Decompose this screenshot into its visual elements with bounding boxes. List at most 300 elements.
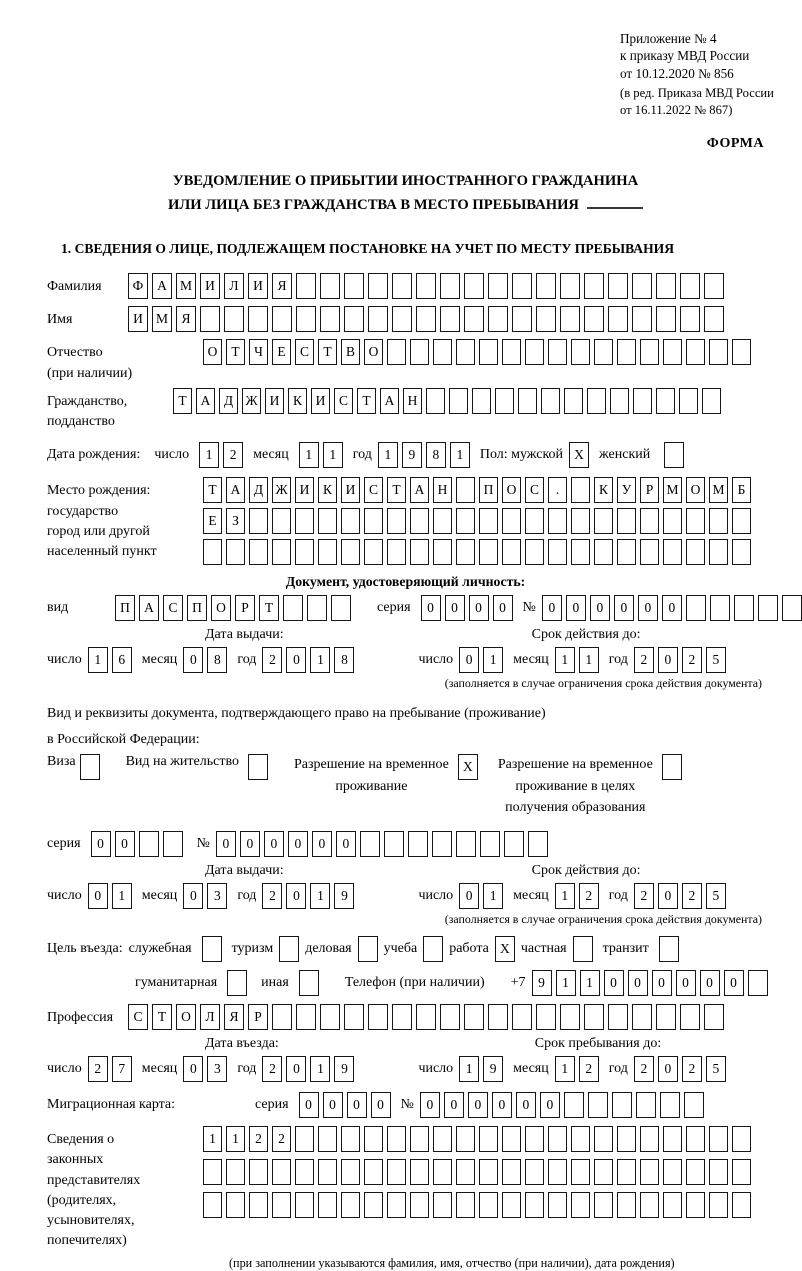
char-cell[interactable] xyxy=(709,1126,728,1152)
char-cell[interactable]: 1 xyxy=(556,970,576,996)
char-cell[interactable]: Т xyxy=(357,388,376,414)
char-cell[interactable]: 3 xyxy=(207,1056,227,1082)
char-cell[interactable] xyxy=(272,306,292,332)
char-cell[interactable]: 0 xyxy=(421,595,441,621)
char-cell[interactable] xyxy=(295,1192,314,1218)
char-cell[interactable] xyxy=(272,539,291,565)
char-cell[interactable] xyxy=(587,388,606,414)
char-cell[interactable] xyxy=(480,831,500,857)
char-cell[interactable] xyxy=(571,1192,590,1218)
purpose-business-checkbox[interactable] xyxy=(358,936,378,962)
char-cell[interactable] xyxy=(203,1192,222,1218)
char-cell[interactable]: К xyxy=(594,477,613,503)
char-cell[interactable] xyxy=(341,1159,360,1185)
char-cell[interactable] xyxy=(525,508,544,534)
char-cell[interactable]: 1 xyxy=(226,1126,245,1152)
char-cell[interactable]: 0 xyxy=(299,1092,319,1118)
char-cell[interactable] xyxy=(384,831,404,857)
char-cell[interactable]: 2 xyxy=(223,442,243,468)
char-cell[interactable] xyxy=(296,273,316,299)
char-cell[interactable]: Я xyxy=(224,1004,244,1030)
char-cell[interactable] xyxy=(320,1004,340,1030)
char-cell[interactable] xyxy=(341,1192,360,1218)
purpose-study-checkbox[interactable] xyxy=(423,936,443,962)
char-cell[interactable]: 0 xyxy=(468,1092,488,1118)
char-cell[interactable] xyxy=(479,1126,498,1152)
char-cell[interactable]: О xyxy=(211,595,231,621)
char-cell[interactable]: 1 xyxy=(579,647,599,673)
char-cell[interactable] xyxy=(709,339,728,365)
char-cell[interactable]: 2 xyxy=(634,1056,654,1082)
char-cell[interactable] xyxy=(709,1159,728,1185)
char-cell[interactable] xyxy=(594,539,613,565)
char-cell[interactable] xyxy=(364,1159,383,1185)
char-cell[interactable] xyxy=(344,1004,364,1030)
char-cell[interactable]: 2 xyxy=(682,883,702,909)
char-cell[interactable] xyxy=(512,273,532,299)
char-cell[interactable]: 6 xyxy=(112,647,132,673)
char-cell[interactable]: Н xyxy=(433,477,452,503)
char-cell[interactable] xyxy=(449,388,468,414)
char-cell[interactable]: 0 xyxy=(658,1056,678,1082)
char-cell[interactable] xyxy=(479,339,498,365)
char-cell[interactable] xyxy=(525,339,544,365)
char-cell[interactable] xyxy=(632,273,652,299)
char-cell[interactable]: Д xyxy=(249,477,268,503)
char-cell[interactable] xyxy=(679,388,698,414)
char-cell[interactable]: 1 xyxy=(483,883,503,909)
char-cell[interactable]: Н xyxy=(403,388,422,414)
char-cell[interactable] xyxy=(410,508,429,534)
char-cell[interactable] xyxy=(536,273,556,299)
char-cell[interactable] xyxy=(488,306,508,332)
char-cell[interactable]: М xyxy=(176,273,196,299)
char-cell[interactable] xyxy=(663,1159,682,1185)
char-cell[interactable] xyxy=(548,1192,567,1218)
char-cell[interactable] xyxy=(748,970,768,996)
char-cell[interactable]: 1 xyxy=(378,442,398,468)
char-cell[interactable]: С xyxy=(163,595,183,621)
char-cell[interactable] xyxy=(548,1159,567,1185)
char-cell[interactable] xyxy=(488,1004,508,1030)
char-cell[interactable] xyxy=(536,1004,556,1030)
char-cell[interactable]: 2 xyxy=(249,1126,268,1152)
char-cell[interactable] xyxy=(331,595,351,621)
char-cell[interactable]: 0 xyxy=(658,883,678,909)
char-cell[interactable] xyxy=(318,1159,337,1185)
char-cell[interactable] xyxy=(663,539,682,565)
char-cell[interactable]: Р xyxy=(248,1004,268,1030)
purpose-private-checkbox[interactable] xyxy=(573,936,593,962)
char-cell[interactable]: Т xyxy=(173,388,192,414)
char-cell[interactable]: 0 xyxy=(183,647,203,673)
char-cell[interactable] xyxy=(571,339,590,365)
char-cell[interactable]: М xyxy=(663,477,682,503)
char-cell[interactable]: Б xyxy=(732,477,751,503)
char-cell[interactable] xyxy=(433,508,452,534)
char-cell[interactable]: 9 xyxy=(532,970,552,996)
char-cell[interactable] xyxy=(387,1159,406,1185)
char-cell[interactable]: 0 xyxy=(444,1092,464,1118)
char-cell[interactable]: О xyxy=(686,477,705,503)
char-cell[interactable]: 0 xyxy=(183,883,203,909)
char-cell[interactable]: 2 xyxy=(272,1126,291,1152)
char-cell[interactable]: 0 xyxy=(286,647,306,673)
char-cell[interactable] xyxy=(416,273,436,299)
char-cell[interactable] xyxy=(408,831,428,857)
char-cell[interactable] xyxy=(479,508,498,534)
char-cell[interactable] xyxy=(732,339,751,365)
char-cell[interactable]: А xyxy=(196,388,215,414)
char-cell[interactable] xyxy=(640,1126,659,1152)
char-cell[interactable]: 0 xyxy=(614,595,634,621)
char-cell[interactable] xyxy=(295,1126,314,1152)
char-cell[interactable] xyxy=(610,388,629,414)
char-cell[interactable] xyxy=(433,1159,452,1185)
char-cell[interactable] xyxy=(416,1004,436,1030)
char-cell[interactable]: 1 xyxy=(323,442,343,468)
char-cell[interactable] xyxy=(709,508,728,534)
char-cell[interactable] xyxy=(296,306,316,332)
char-cell[interactable] xyxy=(249,1159,268,1185)
char-cell[interactable] xyxy=(426,388,445,414)
char-cell[interactable]: 1 xyxy=(555,883,575,909)
char-cell[interactable]: 0 xyxy=(347,1092,367,1118)
char-cell[interactable] xyxy=(686,508,705,534)
char-cell[interactable] xyxy=(617,1192,636,1218)
char-cell[interactable] xyxy=(588,1092,608,1118)
char-cell[interactable] xyxy=(456,339,475,365)
char-cell[interactable]: 0 xyxy=(459,647,479,673)
char-cell[interactable]: П xyxy=(187,595,207,621)
char-cell[interactable] xyxy=(295,508,314,534)
char-cell[interactable] xyxy=(594,339,613,365)
purpose-other-checkbox[interactable] xyxy=(299,970,319,996)
char-cell[interactable] xyxy=(571,477,590,503)
char-cell[interactable] xyxy=(203,1159,222,1185)
char-cell[interactable] xyxy=(364,1126,383,1152)
char-cell[interactable] xyxy=(709,539,728,565)
char-cell[interactable] xyxy=(295,539,314,565)
char-cell[interactable] xyxy=(387,539,406,565)
char-cell[interactable] xyxy=(456,539,475,565)
char-cell[interactable] xyxy=(433,1126,452,1152)
char-cell[interactable]: С xyxy=(295,339,314,365)
char-cell[interactable]: 9 xyxy=(334,883,354,909)
char-cell[interactable] xyxy=(433,339,452,365)
char-cell[interactable] xyxy=(320,273,340,299)
char-cell[interactable]: 2 xyxy=(88,1056,108,1082)
char-cell[interactable] xyxy=(560,273,580,299)
char-cell[interactable]: 0 xyxy=(286,883,306,909)
char-cell[interactable]: 1 xyxy=(459,1056,479,1082)
char-cell[interactable]: И xyxy=(265,388,284,414)
char-cell[interactable] xyxy=(432,831,452,857)
char-cell[interactable]: Ж xyxy=(242,388,261,414)
char-cell[interactable] xyxy=(392,306,412,332)
char-cell[interactable]: Т xyxy=(152,1004,172,1030)
char-cell[interactable]: 0 xyxy=(240,831,260,857)
char-cell[interactable] xyxy=(564,388,583,414)
char-cell[interactable] xyxy=(410,539,429,565)
char-cell[interactable] xyxy=(295,1159,314,1185)
char-cell[interactable]: 0 xyxy=(183,1056,203,1082)
char-cell[interactable]: Я xyxy=(176,306,196,332)
char-cell[interactable] xyxy=(640,1192,659,1218)
char-cell[interactable] xyxy=(632,1004,652,1030)
char-cell[interactable]: 0 xyxy=(566,595,586,621)
char-cell[interactable] xyxy=(686,539,705,565)
char-cell[interactable] xyxy=(410,1126,429,1152)
char-cell[interactable] xyxy=(564,1092,584,1118)
char-cell[interactable] xyxy=(226,539,245,565)
char-cell[interactable]: 7 xyxy=(112,1056,132,1082)
char-cell[interactable] xyxy=(502,1126,521,1152)
char-cell[interactable] xyxy=(525,1192,544,1218)
char-cell[interactable] xyxy=(360,831,380,857)
char-cell[interactable]: 0 xyxy=(312,831,332,857)
char-cell[interactable]: 1 xyxy=(555,1056,575,1082)
char-cell[interactable] xyxy=(704,306,724,332)
char-cell[interactable]: А xyxy=(139,595,159,621)
char-cell[interactable]: А xyxy=(380,388,399,414)
char-cell[interactable] xyxy=(456,1192,475,1218)
char-cell[interactable]: О xyxy=(364,339,383,365)
char-cell[interactable] xyxy=(663,339,682,365)
char-cell[interactable] xyxy=(344,273,364,299)
char-cell[interactable] xyxy=(594,1192,613,1218)
temp-residence-checkbox[interactable]: X xyxy=(458,754,478,780)
char-cell[interactable] xyxy=(617,539,636,565)
char-cell[interactable]: О xyxy=(203,339,222,365)
char-cell[interactable]: 1 xyxy=(199,442,219,468)
char-cell[interactable]: 2 xyxy=(262,1056,282,1082)
char-cell[interactable] xyxy=(296,1004,316,1030)
char-cell[interactable]: А xyxy=(410,477,429,503)
char-cell[interactable] xyxy=(571,1126,590,1152)
purpose-official-checkbox[interactable] xyxy=(202,936,222,962)
char-cell[interactable]: М xyxy=(152,306,172,332)
char-cell[interactable]: 0 xyxy=(652,970,672,996)
char-cell[interactable] xyxy=(640,339,659,365)
char-cell[interactable]: 0 xyxy=(516,1092,536,1118)
char-cell[interactable] xyxy=(387,508,406,534)
char-cell[interactable] xyxy=(571,539,590,565)
char-cell[interactable] xyxy=(548,1126,567,1152)
char-cell[interactable] xyxy=(732,508,751,534)
char-cell[interactable]: 0 xyxy=(445,595,465,621)
char-cell[interactable] xyxy=(536,306,556,332)
char-cell[interactable]: С xyxy=(334,388,353,414)
char-cell[interactable] xyxy=(341,508,360,534)
char-cell[interactable] xyxy=(640,539,659,565)
char-cell[interactable] xyxy=(704,1004,724,1030)
char-cell[interactable] xyxy=(248,306,268,332)
char-cell[interactable] xyxy=(456,1126,475,1152)
char-cell[interactable]: 0 xyxy=(371,1092,391,1118)
char-cell[interactable] xyxy=(702,388,721,414)
char-cell[interactable] xyxy=(502,1192,521,1218)
char-cell[interactable] xyxy=(272,1192,291,1218)
char-cell[interactable]: 0 xyxy=(493,595,513,621)
char-cell[interactable]: 1 xyxy=(299,442,319,468)
char-cell[interactable] xyxy=(504,831,524,857)
char-cell[interactable] xyxy=(656,273,676,299)
char-cell[interactable] xyxy=(433,539,452,565)
char-cell[interactable] xyxy=(392,1004,412,1030)
char-cell[interactable]: 0 xyxy=(542,595,562,621)
char-cell[interactable]: 8 xyxy=(334,647,354,673)
temp-residence-education-checkbox[interactable] xyxy=(662,754,682,780)
char-cell[interactable]: Е xyxy=(203,508,222,534)
char-cell[interactable]: Т xyxy=(318,339,337,365)
char-cell[interactable] xyxy=(307,595,327,621)
char-cell[interactable] xyxy=(525,539,544,565)
char-cell[interactable]: 1 xyxy=(88,647,108,673)
char-cell[interactable] xyxy=(686,1126,705,1152)
char-cell[interactable]: 5 xyxy=(706,1056,726,1082)
char-cell[interactable] xyxy=(732,1126,751,1152)
char-cell[interactable] xyxy=(734,595,754,621)
char-cell[interactable] xyxy=(571,1159,590,1185)
char-cell[interactable]: К xyxy=(318,477,337,503)
char-cell[interactable] xyxy=(548,339,567,365)
char-cell[interactable] xyxy=(464,306,484,332)
purpose-humanitarian-checkbox[interactable] xyxy=(227,970,247,996)
char-cell[interactable] xyxy=(392,273,412,299)
char-cell[interactable]: 1 xyxy=(310,1056,330,1082)
char-cell[interactable]: 2 xyxy=(262,883,282,909)
char-cell[interactable] xyxy=(686,339,705,365)
char-cell[interactable] xyxy=(139,831,159,857)
char-cell[interactable]: Л xyxy=(224,273,244,299)
char-cell[interactable]: 0 xyxy=(288,831,308,857)
char-cell[interactable] xyxy=(548,508,567,534)
char-cell[interactable]: 0 xyxy=(658,647,678,673)
char-cell[interactable] xyxy=(502,1159,521,1185)
char-cell[interactable] xyxy=(479,539,498,565)
char-cell[interactable]: 5 xyxy=(706,647,726,673)
char-cell[interactable]: С xyxy=(128,1004,148,1030)
char-cell[interactable] xyxy=(368,306,388,332)
char-cell[interactable] xyxy=(318,508,337,534)
char-cell[interactable]: 9 xyxy=(483,1056,503,1082)
purpose-work-checkbox[interactable]: X xyxy=(495,936,515,962)
char-cell[interactable]: 0 xyxy=(88,883,108,909)
char-cell[interactable]: А xyxy=(152,273,172,299)
char-cell[interactable] xyxy=(758,595,778,621)
char-cell[interactable]: Ч xyxy=(249,339,268,365)
char-cell[interactable] xyxy=(502,339,521,365)
char-cell[interactable]: Т xyxy=(259,595,279,621)
char-cell[interactable] xyxy=(656,388,675,414)
char-cell[interactable]: 0 xyxy=(264,831,284,857)
char-cell[interactable] xyxy=(656,1004,676,1030)
char-cell[interactable] xyxy=(617,339,636,365)
char-cell[interactable]: 0 xyxy=(540,1092,560,1118)
char-cell[interactable]: 9 xyxy=(334,1056,354,1082)
char-cell[interactable] xyxy=(528,831,548,857)
char-cell[interactable]: И xyxy=(341,477,360,503)
char-cell[interactable] xyxy=(594,508,613,534)
char-cell[interactable] xyxy=(608,306,628,332)
char-cell[interactable]: . xyxy=(548,477,567,503)
char-cell[interactable] xyxy=(663,508,682,534)
char-cell[interactable]: 0 xyxy=(286,1056,306,1082)
char-cell[interactable]: С xyxy=(525,477,544,503)
char-cell[interactable] xyxy=(584,1004,604,1030)
char-cell[interactable] xyxy=(594,1126,613,1152)
char-cell[interactable] xyxy=(608,1004,628,1030)
char-cell[interactable]: О xyxy=(502,477,521,503)
char-cell[interactable]: 1 xyxy=(483,647,503,673)
char-cell[interactable]: У xyxy=(617,477,636,503)
char-cell[interactable] xyxy=(495,388,514,414)
char-cell[interactable] xyxy=(163,831,183,857)
char-cell[interactable] xyxy=(680,306,700,332)
char-cell[interactable] xyxy=(512,306,532,332)
char-cell[interactable]: 1 xyxy=(555,647,575,673)
char-cell[interactable] xyxy=(640,508,659,534)
char-cell[interactable]: Л xyxy=(200,1004,220,1030)
char-cell[interactable]: 2 xyxy=(682,647,702,673)
char-cell[interactable]: А xyxy=(226,477,245,503)
char-cell[interactable] xyxy=(608,273,628,299)
char-cell[interactable] xyxy=(318,1192,337,1218)
char-cell[interactable]: 2 xyxy=(634,647,654,673)
char-cell[interactable] xyxy=(633,388,652,414)
char-cell[interactable]: Т xyxy=(387,477,406,503)
char-cell[interactable] xyxy=(732,539,751,565)
char-cell[interactable] xyxy=(632,306,652,332)
char-cell[interactable]: 0 xyxy=(590,595,610,621)
char-cell[interactable]: 0 xyxy=(604,970,624,996)
char-cell[interactable]: И xyxy=(295,477,314,503)
char-cell[interactable]: З xyxy=(226,508,245,534)
char-cell[interactable] xyxy=(686,1192,705,1218)
char-cell[interactable] xyxy=(440,273,460,299)
char-cell[interactable] xyxy=(584,273,604,299)
char-cell[interactable] xyxy=(571,508,590,534)
visa-checkbox[interactable] xyxy=(80,754,100,780)
char-cell[interactable] xyxy=(456,508,475,534)
char-cell[interactable] xyxy=(410,1192,429,1218)
char-cell[interactable] xyxy=(680,1004,700,1030)
char-cell[interactable] xyxy=(364,539,383,565)
char-cell[interactable] xyxy=(341,539,360,565)
char-cell[interactable] xyxy=(341,1126,360,1152)
char-cell[interactable]: 0 xyxy=(492,1092,512,1118)
char-cell[interactable] xyxy=(709,1192,728,1218)
char-cell[interactable]: Р xyxy=(235,595,255,621)
char-cell[interactable]: 2 xyxy=(579,883,599,909)
char-cell[interactable]: Ф xyxy=(128,273,148,299)
sex-male-checkbox[interactable]: X xyxy=(569,442,589,468)
char-cell[interactable] xyxy=(440,306,460,332)
char-cell[interactable] xyxy=(636,1092,656,1118)
char-cell[interactable] xyxy=(560,306,580,332)
char-cell[interactable]: 0 xyxy=(724,970,744,996)
char-cell[interactable] xyxy=(512,1004,532,1030)
purpose-transit-checkbox[interactable] xyxy=(659,936,679,962)
char-cell[interactable]: 5 xyxy=(706,883,726,909)
char-cell[interactable] xyxy=(226,1192,245,1218)
char-cell[interactable] xyxy=(249,539,268,565)
char-cell[interactable]: Е xyxy=(272,339,291,365)
char-cell[interactable]: П xyxy=(479,477,498,503)
char-cell[interactable]: 1 xyxy=(112,883,132,909)
char-cell[interactable] xyxy=(732,1159,751,1185)
